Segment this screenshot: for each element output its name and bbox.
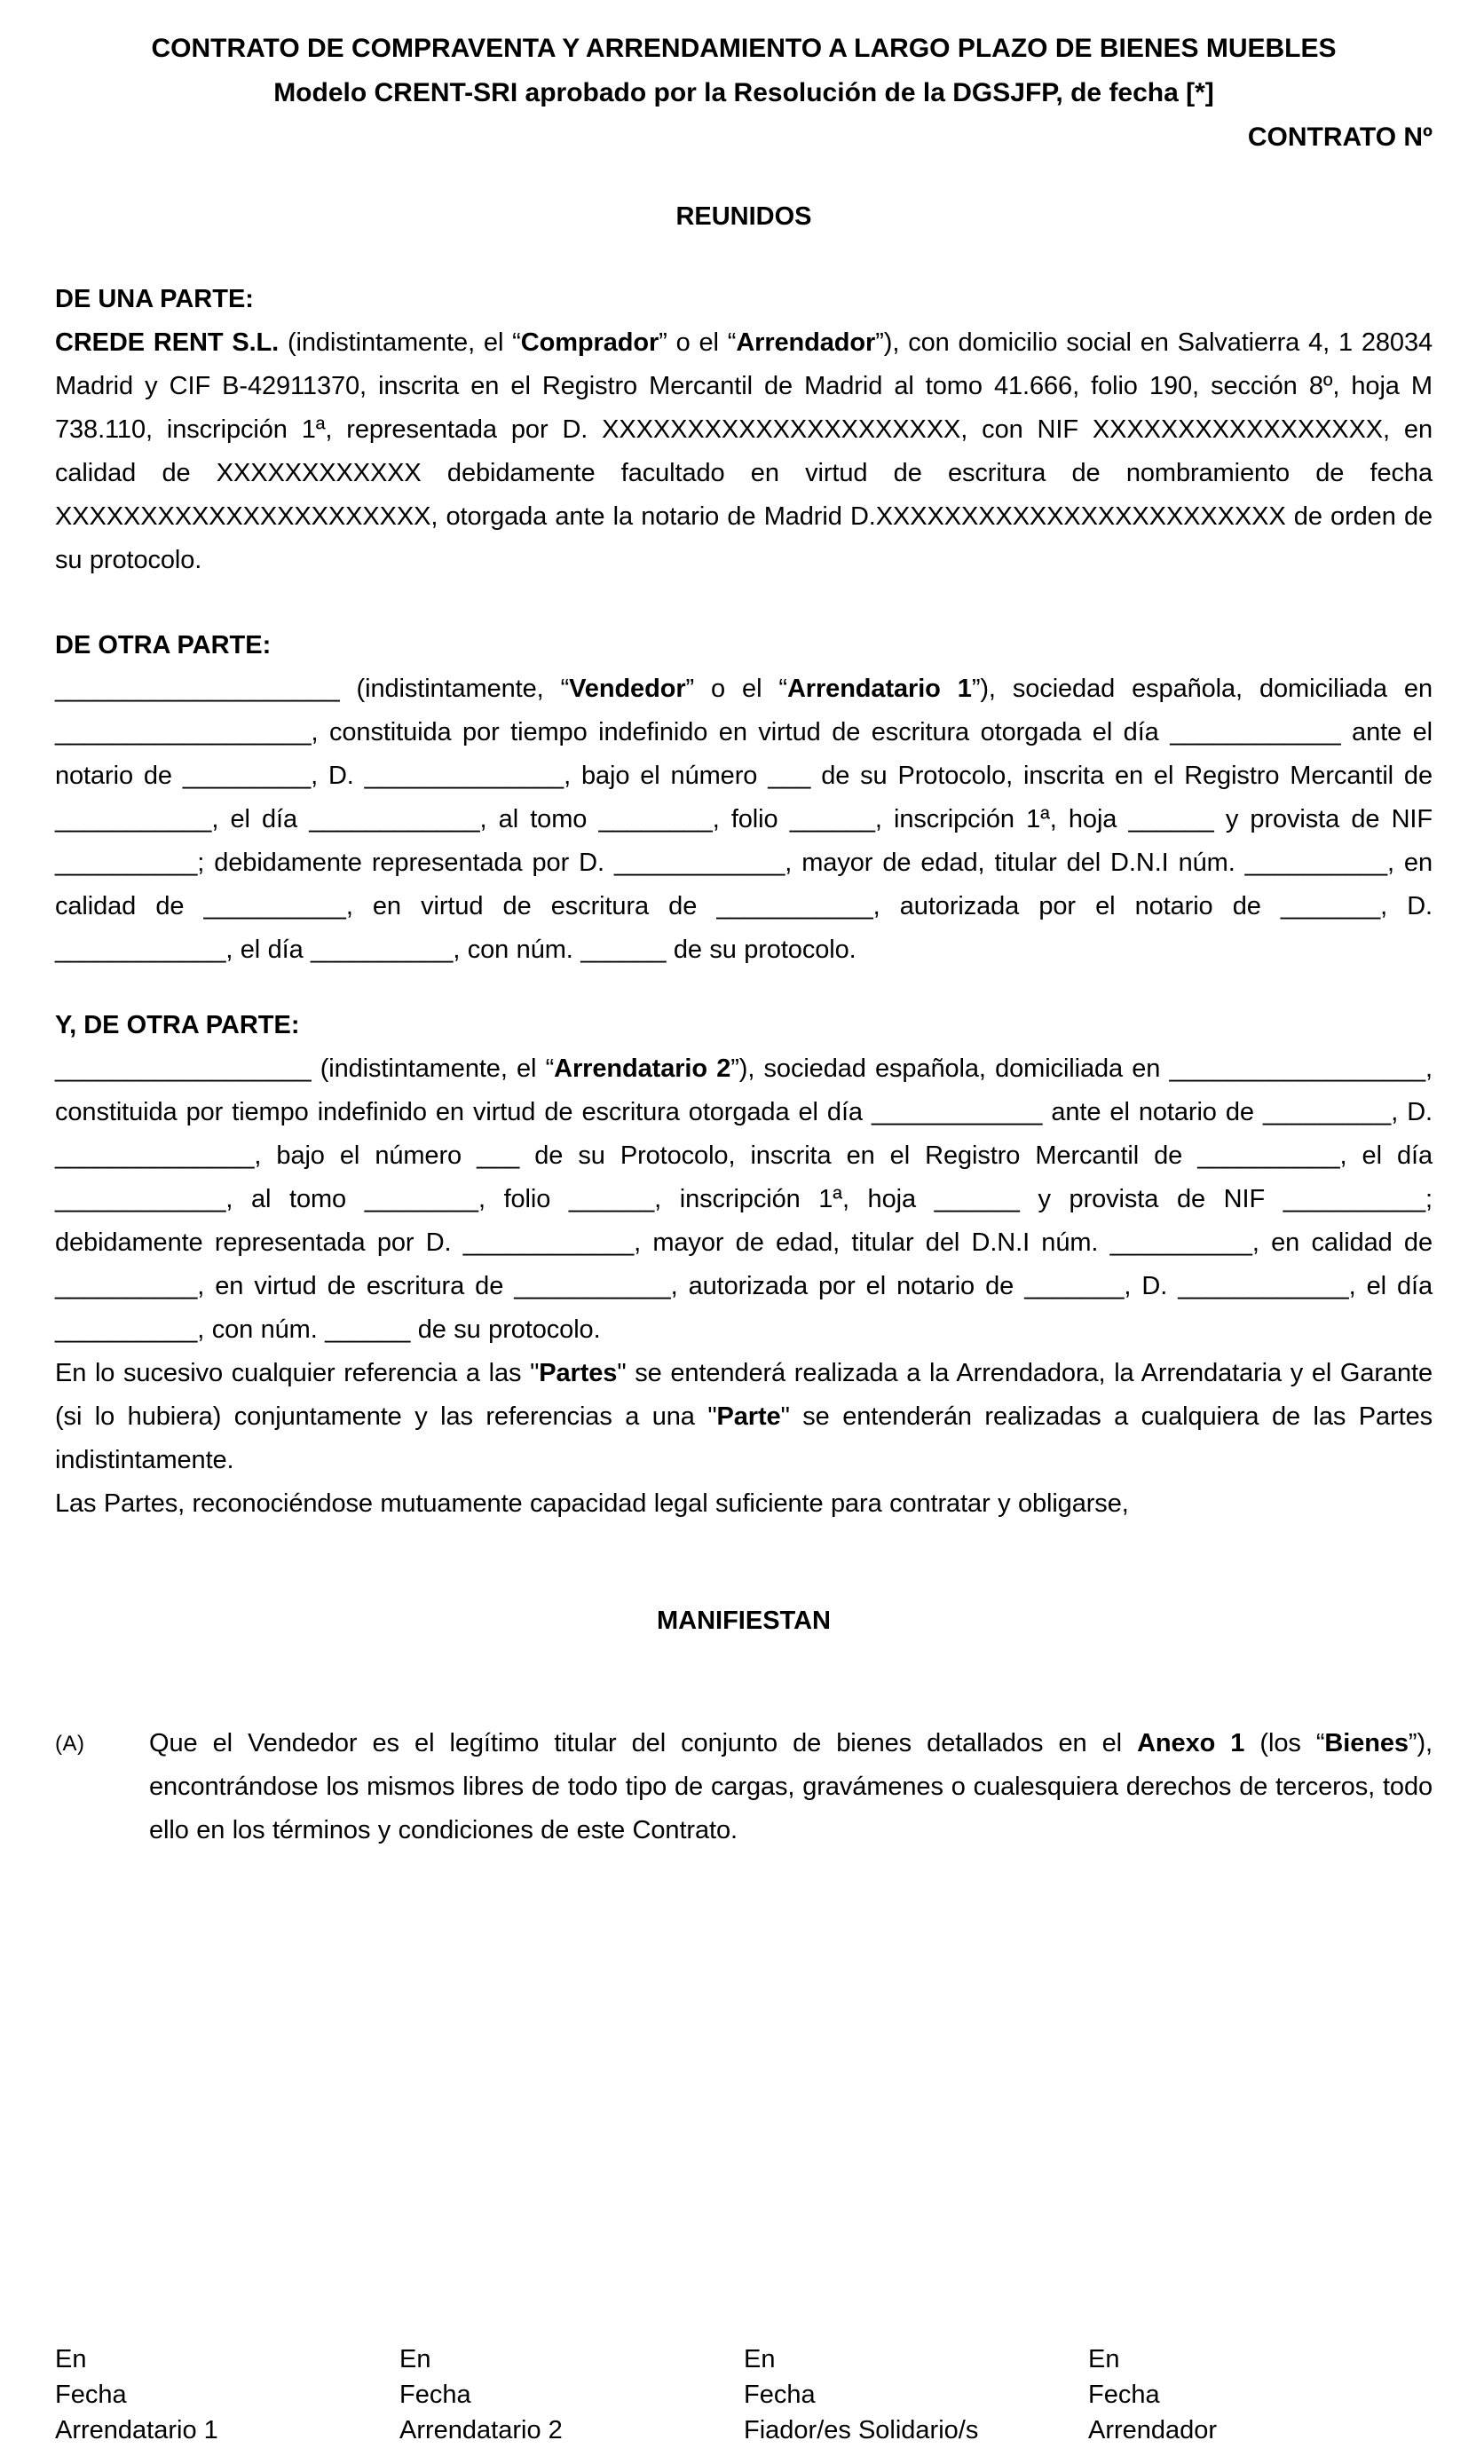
- signature-block-fiador: [744, 2342, 1088, 2448]
- signature-date-label: Fecha: [55, 2381, 127, 2409]
- signature-date-label: Fecha: [1088, 2381, 1160, 2409]
- section-heading-reunidos: REUNIDOS: [675, 202, 812, 231]
- party3-paragraph: __________________ (indistintamente, el “Arrendatario 2”), sociedad española, domiciliada en __________________, constituida por tiempo indefinido en virtud de escritura otorgada el día ____________ ante el notario de _________, D. ______________, bajo el número ___ de su Protocolo, inscrita en el Registro Mercantil de __________, el día ____________, al tomo ________, folio ______, inscripción 1ª, hoja ______ y provista de NIF __________; debidamente representada por D. ____________, mayor de edad, titular del D.N.I núm. __________, en calidad de __________, en virtud de escritura de ___________, autorizada por el notario de _______, D. ____________, el día __________, con núm. ______ de su protocolo.: [55, 1054, 1433, 1344]
- signature-party-label: Arrendatario 2: [399, 2416, 563, 2444]
- signature-block-arrendatario1: [55, 2342, 399, 2448]
- signature-date-label: Fecha: [744, 2381, 816, 2409]
- document-title-line1: CONTRATO DE COMPRAVENTA Y ARRENDAMIENTO A LARGO PLAZO DE BIENES MUEBLES: [151, 34, 1337, 63]
- party1-heading: DE UNA PARTE:: [55, 285, 254, 313]
- signature-block-arrendador: [1088, 2342, 1433, 2448]
- signature-footer: [55, 2342, 1433, 2448]
- signature-place-label: En: [744, 2345, 776, 2373]
- contract-number-label: CONTRATO Nº: [1247, 122, 1433, 152]
- signature-block-arrendatario2: [399, 2342, 744, 2448]
- party1-paragraph: CREDE RENT S.L. (indistintamente, el “Comprador” o el “Arrendador”), con domicilio social en Salvatierra 4, 1 28034 Madrid y CIF B-42911370, inscrita en el Registro Mercantil de Madrid al tomo 41.666, folio 190, sección 8º, hoja M 738.110, inscripción 1ª, representada por D. XXXXXXXXXXXXXXXXXXXXX, con NIF XXXXXXXXXXXXXXXXX, en calidad de XXXXXXXXXXXX debidamente facultado en virtud de escritura de nombramiento de fecha XXXXXXXXXXXXXXXXXXXXXX, otorgada ante la notario de Madrid D.XXXXXXXXXXXXXXXXXXXXXXXX de orden de su protocolo.: [55, 328, 1433, 574]
- signature-date-label: Fecha: [399, 2381, 471, 2409]
- clause-a-paragraph: Que el Vendedor es el legítimo titular del conjunto de bienes detallados en el Anexo 1 (los “Bienes”), encontrándose los mismos libres de todo tipo de cargas, gravámenes o cualesquiera derechos de terceros, todo ello en los términos y condiciones de este Contrato.: [149, 1729, 1433, 1844]
- parties-reference-paragraph: En lo sucesivo cualquier referencia a las "Partes" se entenderá realizada a la Arrendadora, la Arrendataria y el Garante (si lo hubiera) conjuntamente y las referencias a una "Parte" se entenderán realizadas a cualquiera de las Partes indistintamente.: [55, 1359, 1433, 1474]
- clause-a: [55, 1722, 1433, 1852]
- clause-a-label: (A): [55, 1732, 85, 1756]
- signature-place-label: En: [55, 2345, 87, 2373]
- party2-heading: DE OTRA PARTE:: [55, 631, 272, 659]
- signature-place-label: En: [1088, 2345, 1120, 2373]
- party3-heading: Y, DE OTRA PARTE:: [55, 1011, 300, 1039]
- legal-capacity-paragraph: Las Partes, reconociéndose mutuamente capacidad legal suficiente para contratar y obligarse,: [55, 1489, 1129, 1518]
- section-heading-manifiestan: MANIFIESTAN: [656, 1607, 831, 1635]
- document-title-line2: Modelo CRENT-SRI aprobado por la Resolución de la DGSJFP, de fecha [*]: [273, 78, 1214, 107]
- signature-place-label: En: [399, 2345, 431, 2373]
- signature-party-label: Arrendador: [1088, 2416, 1218, 2444]
- signature-party-label: Fiador/es Solidario/s: [744, 2416, 979, 2444]
- party2-paragraph: ____________________ (indistintamente, “Vendedor” o el “Arrendatario 1”), sociedad española, domiciliada en __________________, constituida por tiempo indefinido en virtud de escritura otorgada el día ____________ ante el notario de _________, D. ______________, bajo el número ___ de su Protocolo, inscrita en el Registro Mercantil de ___________, el día ____________, al tomo ________, folio ______, inscripción 1ª, hoja ______ y provista de NIF __________; debidamente representada por D. ____________, mayor de edad, titular del D.N.I núm. __________, en calidad de __________, en virtud de escritura de ___________, autorizada por el notario de _______, D. ____________, el día __________, con núm. ______ de su protocolo.: [55, 675, 1433, 964]
- signature-party-label: Arrendatario 1: [55, 2416, 218, 2444]
